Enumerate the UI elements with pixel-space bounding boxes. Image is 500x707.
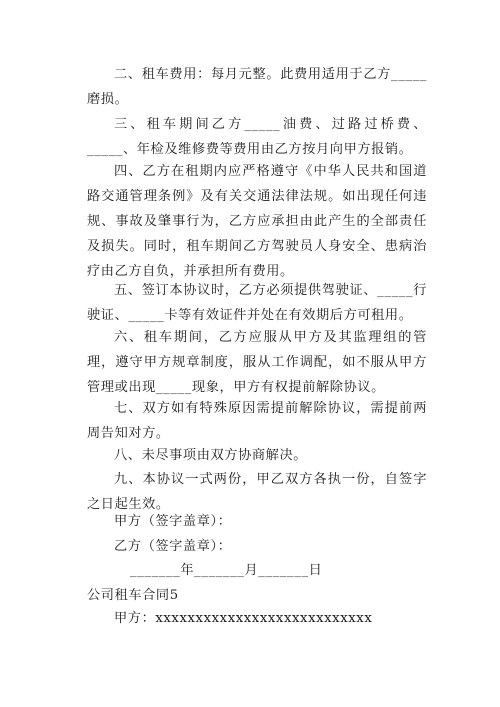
clause-6-management: 六、租车期间，乙方应服从甲方及其监理组的管理，遵守甲方规章制度，服从工作调配，如不服从甲方管理或出现_____现象，甲方有权提前解除协议。: [87, 330, 427, 395]
clause-2-rental-fee: 二、租车费用：每月元整。此费用适用于乙方_____磨损。: [87, 67, 427, 107]
clause-9-copies: 九、本协议一式两份，甲乙双方各执一份，自签字之日起生效。: [87, 472, 427, 512]
clause-7-termination: 七、双方如有特殊原因需提前解除协议，需提前两周告知对方。: [87, 401, 427, 441]
party-a-signature-label: 甲方（签字盖章）：: [114, 514, 232, 529]
clause-8-unresolved-matters: 八、未尽事项由双方协商解决。: [114, 448, 308, 463]
clause-4-traffic-law: 四、乙方在租期内应严格遵守《中华人民共和国道路交通管理条例》及有关交通法律法规。如出现任何违规、事故及肇事行为，乙方应承担由此产生的全部责任及损失。同时，租车期间乙方驾驶员人身安全、患病治疗由乙方自负，并承担所有费用。: [87, 164, 427, 279]
clause-5-documents: 五、签订本协议时，乙方必须提供驾驶证、_____行驶证、_____卡等有效证件并处在有效期后方可租用。: [87, 283, 427, 323]
date-line: _______年_______月_______日: [130, 563, 323, 578]
party-a-line: 甲方：xxxxxxxxxxxxxxxxxxxxxxxxxxx: [114, 611, 373, 626]
party-b-signature-label: 乙方（签字盖章）：: [114, 539, 232, 554]
section-title: 公司租车合同5: [87, 588, 179, 603]
clause-3-expenses: 三、租车期间乙方_____油费、过路过桥费、_____、年检及维修费等费用由乙方按月向甲方报销。: [87, 117, 427, 157]
